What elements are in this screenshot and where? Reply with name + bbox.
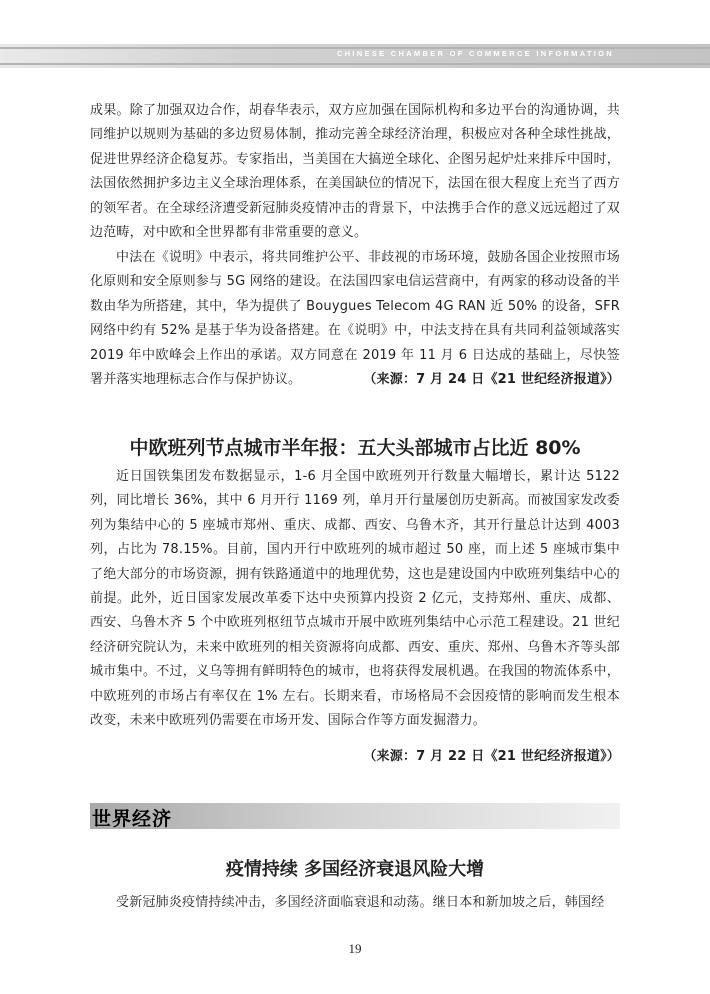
article1-paragraph1: 成果。除了加强双边合作，胡春华表示，双方应加强在国际机构和多边平台的沟通协调，共同维护以规则为基础的多边贸易体制，推动完善全球经济治理，积极应对各种全球性挑战，促进世界经济企稳复苏。专家指出，当美国在大搞逆全球化、企图另起炉灶来排斥中国时，法国依然拥护多边主义全球治理体系，在美国缺位的情况下，法国在很大程度上充当了西方的领军者。在全球经济遭受新冠肺炎疫情冲击的背景下，中法携手合作的意义远远超过了双边范畴，对中欧和全世界都有非常重要的意义。	[90, 103, 620, 241]
section-header	[90, 803, 620, 829]
article1-paragraph2: 中法在《说明》中表示，将共同维护公平、非歧视的市场环境，鼓励各国企业按照市场化原则和安全原则参与 5G 网络的建设。在法国四家电信运营商中，有两家的移动设备的半数由华为所搭建，其中，华为提供了 Bouygues Telecom 4G RAN 近 50% 的设备，SFR 网络中约有 52% 是基于华为设备搭建。在《说明》中，中法支持在具有共同利益领域落实 2019 年中欧峰会上作出的承诺。双方同意在 2019 年 11 月 6 日达成的基础上，尽快签署并落实地理标志合作与保护协议。	[90, 250, 620, 388]
header-stripe	[0, 63, 710, 65]
page-number: 19	[348, 941, 362, 956]
section-label: 世界经济	[92, 808, 173, 830]
running-title: CHINESE CHAMBER OF COMMERCE INFORMATION	[336, 49, 614, 58]
header-band	[0, 44, 710, 68]
article3-title: 疫情持续 多国经济衰退风险大增	[225, 859, 485, 880]
article1-source: （来源：7 月 24 日《21 世纪经济报道》）	[363, 372, 620, 387]
article3-body-start: 受新冠肺炎疫情持续冲击，多国经济面临衰退和动荡。继日本和新加坡之后，韩国经	[116, 895, 605, 910]
article2-body: 近日国铁集团发布数据显示，1-6 月全国中欧班列开行数量大幅增长，累计达 5122 列，同比增长 36%，其中 6 月开行 1169 列，单月开行量屡创历史新高。而被国家发改委列为集结中心的 5 座城市郑州、重庆、成都、西安、乌鲁木齐，其开行量总计达到 4003 列，占比为 78.15%。目前，国内开行中欧班列的城市超过 50 座，而上述 5 座城市集中了绝大部分的市场资源，拥有铁路通道中的地理优势，这也是建设国内中欧班列集结中心的前提。此外，近日国家发展改革委下达中央预算内投资 2 亿元，支持郑州、重庆、成都、西安、乌鲁木齐 5 个中欧班列枢纽节点城市开展中欧班列集结中心示范工程建设。21 世纪经济研究院认为，未来中欧班列的相关资源将向成都、西安、重庆、郑州、乌鲁木齐等头部城市集中。不过，义乌等拥有鲜明特色的城市，也将获得发展机遇。在我国的物流体系中，中欧班列的市场占有率仅在 1% 左右。长期来看，市场格局不会因疫情的影响而发生根本改变，未来中欧班列仍需要在市场开发、国际合作等方面发掘潜力。	[90, 469, 620, 729]
article2-source: （来源：7 月 22 日《21 世纪经济报道》）	[363, 749, 620, 764]
article2-title: 中欧班列节点城市半年报：五大头部城市占比近 80%	[129, 437, 581, 459]
